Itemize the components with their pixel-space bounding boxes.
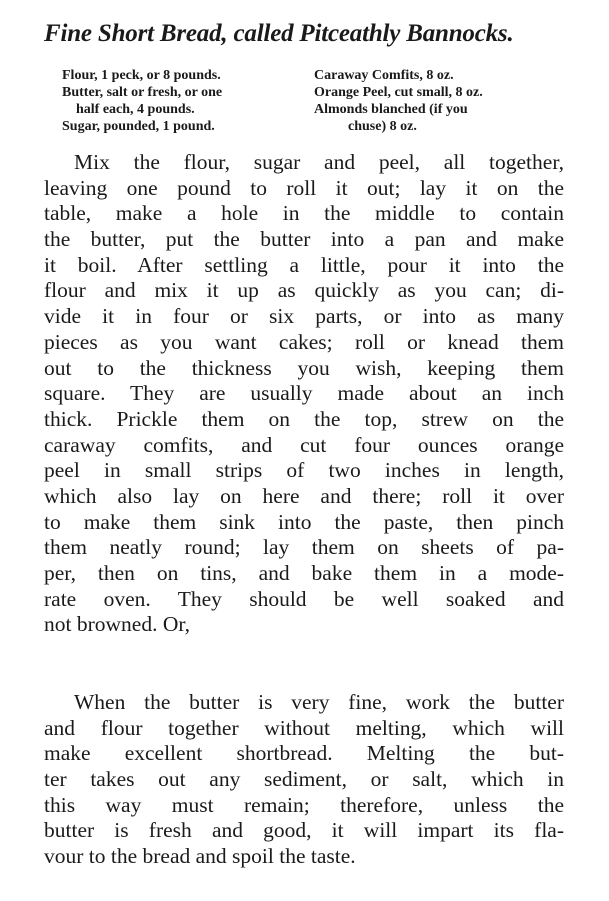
text-line: thick. Prickle them on the top, strew on the — [44, 406, 564, 431]
ingredient-line: Almonds blanched (if you — [314, 102, 468, 117]
text-line: vour to the bread and spoil the taste. — [44, 844, 356, 869]
ingredient-line: Flour, 1 peck, or 8 pounds. — [62, 68, 221, 83]
ingredient-line: half each, 4 pounds. — [76, 102, 195, 117]
ingredient-line: Sugar, pounded, 1 pound. — [62, 119, 215, 134]
text-line: pieces as you want cakes; roll or knead them — [44, 329, 564, 354]
text-line: per, then on tins, and bake them in a mode- — [44, 561, 564, 585]
text-line: rate oven. They should be well soaked and — [44, 586, 564, 611]
text-line: which also lay on here and there; roll it over — [44, 483, 564, 508]
text-line: vide it in four or six parts, or into as many — [44, 304, 564, 329]
text-line: the butter, put the butter into a pan and make — [44, 227, 564, 252]
text-line: Mix the flour, sugar and peel, all together, — [74, 150, 564, 174]
ingredient-line: Butter, salt or fresh, or one — [62, 85, 223, 100]
text-line: them neatly round; lay them on sheets of pa- — [44, 535, 564, 560]
ingredient-column-right — [314, 67, 567, 135]
ingredient-line: Orange Peel, cut small, 8 oz. — [314, 85, 483, 100]
text-line: it boil. After settling a little, pour it into the — [44, 252, 564, 277]
text-line: butter is fresh and good, it will impart its fla- — [44, 818, 564, 843]
text-line: When the butter is very fine, work the butter — [74, 690, 564, 714]
recipe-title: Fine Short Bread, called Pitceathly Bannocks. — [44, 20, 514, 47]
text-line: not browned. Or, — [44, 612, 191, 637]
ingredient-line: chuse) 8 oz. — [348, 119, 417, 134]
text-line: this way must remain; therefore, unless the — [44, 792, 564, 817]
ingredient-line: Caraway Comfits, 8 oz. — [314, 68, 454, 83]
text-line: to make them sink into the paste, then pinch — [44, 509, 564, 534]
text-line: table, make a hole in the middle to contain — [44, 201, 564, 226]
text-line: caraway comfits, and cut four ounces orange — [44, 432, 564, 457]
text-line: out to the thickness you wish, keeping them — [44, 355, 564, 380]
ingredient-column-left — [62, 67, 312, 135]
text-line: square. They are usually made about an inch — [44, 381, 564, 406]
text-line: peel in small strips of two inches in length, — [44, 458, 564, 483]
text-line: flour and mix it up as quickly as you can; di- — [44, 278, 564, 303]
text-line: make excellent shortbread. Melting the but- — [44, 741, 564, 766]
paragraph-1 — [44, 150, 564, 638]
text-line: and flour together without melting, which will — [44, 715, 564, 740]
text-line: ter takes out any sediment, or salt, which in — [44, 767, 564, 792]
text-line: leaving one pound to roll it out; lay it on the — [44, 175, 564, 200]
paragraph-2 — [44, 690, 564, 870]
